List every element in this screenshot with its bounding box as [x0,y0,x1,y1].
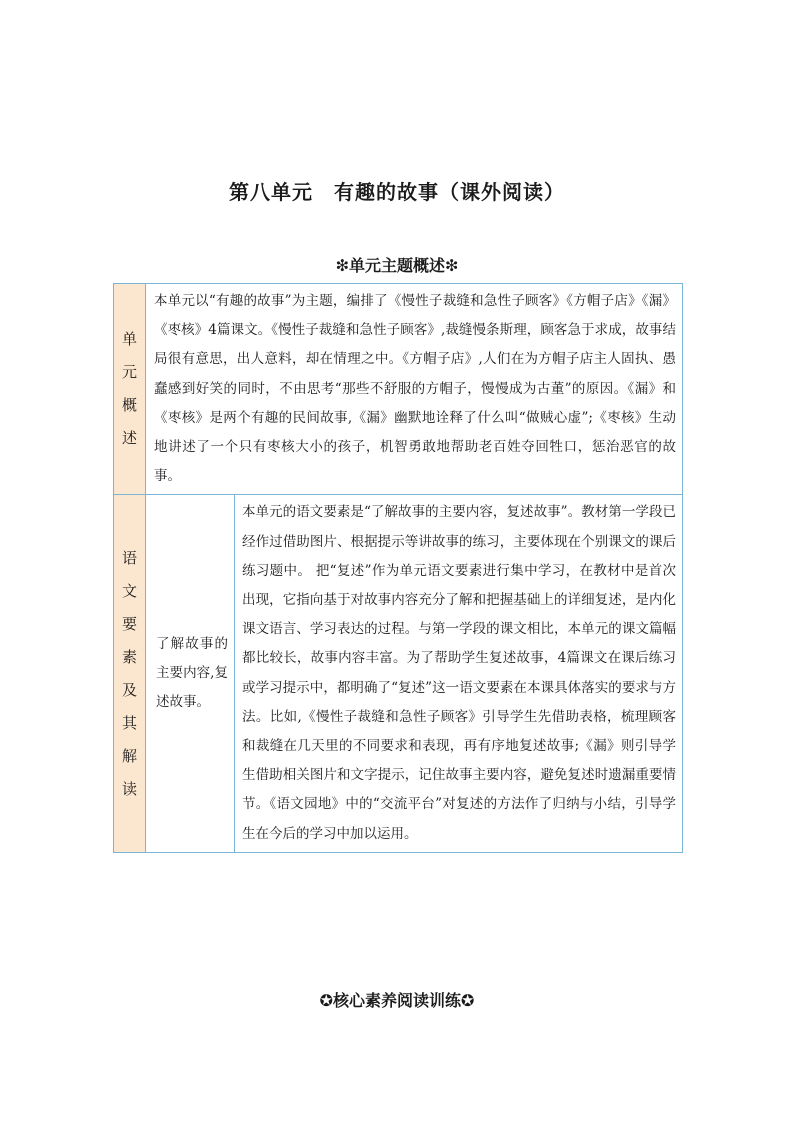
table-row [114,495,683,852]
overview-cell [146,284,683,495]
section-heading-unit-overview [0,253,794,276]
star-circle-icon: ✪ [461,991,475,1010]
row-label-cell [114,495,146,852]
language-element-cell [146,495,235,852]
section-heading-label: 核心素养阅读训练 [332,991,461,1010]
star-circle-icon: ✪ [319,991,333,1010]
snowflake-icon: ❇ [445,256,459,275]
snowflake-icon: ❇ [335,256,349,275]
page-title: 第八单元 有趣的故事（课外阅读） [229,180,565,204]
row-label-language-elements: 语文要素及其解读 [121,548,137,798]
unit-overview-table [113,283,683,853]
language-element-text: 了解故事的主要内容,复述故事。 [156,636,228,711]
unit-overview-text: 本单元以“有趣的故事”为主题，编排了《慢性子裁缝和急性子顾客》《方帽子店》《漏》《枣核》4篇课文。《慢性子裁缝和急性子顾客》,裁缝慢条斯理，顾客急于求成，故事结局很有意思，出人意料，却在情理之中。《方帽子店》,人们在为方帽子店主人固执、愚蠢感到好笑的同时，不由思考“那些不舒服的方帽子，慢慢成为古董”的原因。《漏》和《枣核》是两个有趣的民间故事,《漏》幽默地诠释了什么叫“做贼心虚”;《枣核》生动地讲述了一个只有枣核大小的孩子，机智勇敢地帮助老百姓夺回牲口，惩治恶官的故事。 [154,293,677,485]
interpretation-cell [235,495,683,852]
language-element-interpretation-text: 本单元的语文要素是“了解故事的主要内容，复述故事”。教材第一学段已经作过借助图片、根据提示等讲故事的练习，主要体现在个别课文的课后练习题中。 把“复述”作为单元语文要素进行集中学习，在教材中是首次出现，它指向基于对故事内容充分了解和把握基础上的详细复述，是内化课文语言、学习表达的过程。与第一学段的课文相比，本单元的课文篇幅都比较长，故事内容丰富。为了帮助学生复述故事，4篇课文在课后练习或学习提示中，都明确了“复述”这一语文要素在本课具体落实的要求与方法。比如,《慢性子裁缝和急性子顾客》引导学生先借助表格，梳理顾客和裁缝在几天里的不同要求和表现，再有序地复述故事;《漏》则引导学生借助相关图片和文字提示，记住故事主要内容，避免复述时遗漏重要情节。《语文园地》中的“交流平台”对复述的方法作了归纳与小结，引导学生在今后的学习中加以运用。 [242,504,677,842]
section-heading-core-reading-training [0,988,794,1011]
section-heading-label: 单元主题概述 [348,256,445,275]
table-row [114,284,683,495]
row-label-unit-overview: 单元概述 [121,330,137,448]
row-label-cell [114,284,146,495]
